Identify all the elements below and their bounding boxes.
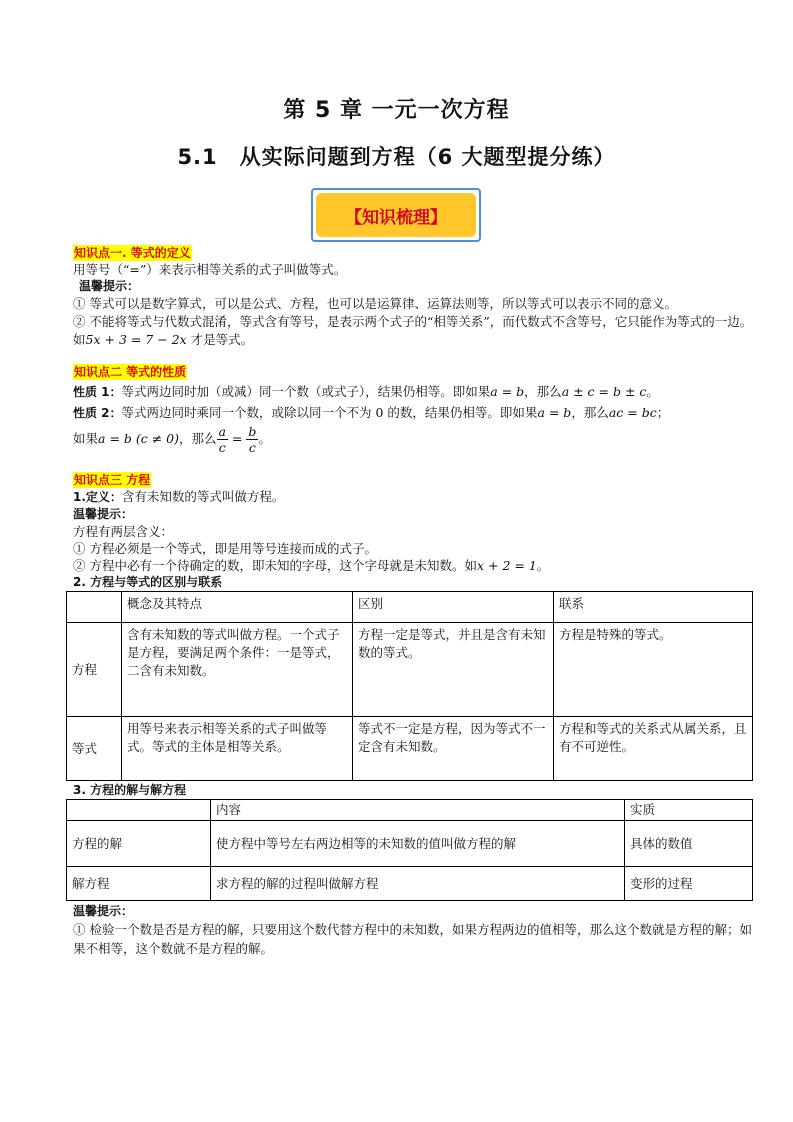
kp2-p3-end: 。 bbox=[258, 431, 271, 446]
table-cell: 用等号来表示相等关系的式子叫做等式。等式的主体是相等关系。 bbox=[122, 717, 353, 781]
kp2-property1 bbox=[73, 383, 753, 401]
kp3-def-text: 含有未知数的等式叫做方程。 bbox=[121, 489, 285, 504]
kp2-property2 bbox=[73, 404, 753, 422]
table-row bbox=[67, 623, 753, 717]
kp2-heading: 知识点二 等式的性质 bbox=[74, 365, 187, 379]
kp2-p1-mid: ，那么 bbox=[524, 384, 562, 399]
table-header-cell: 内容 bbox=[211, 800, 625, 821]
kp2-property2-division bbox=[73, 424, 753, 455]
table-row bbox=[67, 717, 753, 781]
subheading-3: 3. 方程的解与解方程 bbox=[73, 783, 187, 797]
kp2-p1-math1: a = b bbox=[490, 384, 525, 399]
fraction-a-den: c bbox=[218, 440, 226, 455]
kp3-def-label: 1.定义： bbox=[73, 490, 122, 504]
fraction-b-den: c bbox=[248, 440, 256, 455]
table-header-row bbox=[67, 592, 753, 623]
kp2-p2-text: 等式两边同时乘同一个数，或除以同一个不为 0 的数，结果仍相等。即如果 bbox=[121, 405, 538, 420]
kp3-tip2 bbox=[73, 557, 753, 574]
content bbox=[73, 244, 753, 958]
table-cell: 方程一定是等式，并且是含有未知数的等式。 bbox=[353, 623, 554, 717]
table-header-cell: 区别 bbox=[353, 592, 554, 623]
kp3-tip-label: 温馨提示： bbox=[73, 507, 134, 521]
kp2-p2-mid: ，那么 bbox=[571, 405, 609, 420]
knowledge-banner: 【知识梳理】 bbox=[316, 193, 476, 237]
kp1-tip2-end: 才是等式。 bbox=[190, 332, 254, 347]
kp1-tip2-math: 5x + 3 = 7 − 2x bbox=[85, 332, 187, 347]
fraction-b-over-c bbox=[246, 424, 258, 455]
table-cell: 方程的解 bbox=[67, 821, 211, 867]
fraction-b-num: b bbox=[248, 424, 257, 439]
kp2-p2-math1: a = b bbox=[537, 405, 572, 420]
fraction-a-num: a bbox=[218, 424, 226, 439]
table-cell: 解方程 bbox=[67, 867, 211, 901]
kp1-tip2 bbox=[73, 313, 753, 349]
kp1-tip-label: 温馨提示： bbox=[79, 279, 140, 293]
table-cell: 求方程的解的过程叫做解方程 bbox=[211, 867, 625, 901]
kp3-tip2-math: x + 2 = 1 bbox=[476, 558, 537, 573]
table-header-cell: 联系 bbox=[554, 592, 753, 623]
kp2-p2-math2: ac = bc bbox=[608, 405, 657, 420]
table-header-cell bbox=[67, 800, 211, 821]
table-cell: 具体的数值 bbox=[625, 821, 753, 867]
kp3-tip1: ① 方程必须是一个等式，即是用等号连接而成的式子。 bbox=[73, 541, 377, 556]
equation-vs-equality-table bbox=[66, 591, 753, 781]
table-header-cell bbox=[67, 592, 122, 623]
kp2-p2-end: ； bbox=[656, 405, 670, 420]
chapter-title: 第 5 章 一元一次方程 bbox=[283, 98, 510, 123]
kp2-p3-text: 如果 bbox=[73, 431, 99, 446]
table-header-cell: 概念及其特点 bbox=[122, 592, 353, 623]
kp2-p1-text: 等式两边同时加（或减）同一个数（或式子），结果仍相等。即如果 bbox=[121, 384, 491, 399]
table-cell: 变形的过程 bbox=[625, 867, 753, 901]
table-cell: 含有未知数的等式叫做方程。一个式子是方程，要满足两个条件：一是等式，二含有未知数。 bbox=[122, 623, 353, 717]
kp1-section bbox=[73, 244, 753, 349]
kp3-section bbox=[73, 471, 753, 591]
kp1-tip1: ① 等式可以是数字算式，可以是公式、方程，也可以是运算律、运算法则等，所以等式可以表示不同的意义。 bbox=[73, 296, 677, 311]
table-header-row bbox=[67, 800, 753, 821]
kp2-section bbox=[73, 363, 753, 455]
fraction-equals: = bbox=[231, 431, 243, 446]
kp2-p1-end: 。 bbox=[646, 384, 659, 399]
end-tip-text: ① 检验一个数是否是方程的解，只要用这个数代替方程中的未知数，如果方程两边的值相等，那么这个数就是方程的解；如果不相等，这个数就不是方程的解。 bbox=[73, 922, 752, 956]
banner-frame bbox=[311, 188, 481, 242]
kp2-p3-mid: ，那么 bbox=[179, 431, 217, 446]
solution-table bbox=[66, 799, 753, 901]
table-cell: 等式 bbox=[67, 717, 122, 781]
fraction-a-over-c bbox=[217, 424, 228, 455]
table-cell: 方程和等式的关系式从属关系，且有不可逆性。 bbox=[554, 717, 753, 781]
section-title: 5.1 从实际问题到方程（6 大题型提分练） bbox=[177, 145, 616, 169]
kp3-tip-intro: 方程有两层含义： bbox=[73, 524, 174, 539]
end-tip-label: 温馨提示： bbox=[73, 904, 134, 918]
table-cell: 方程是特殊的等式。 bbox=[554, 623, 753, 717]
table-row bbox=[67, 821, 753, 867]
kp3-subheading-2: 2. 方程与等式的区别与联系 bbox=[73, 575, 223, 589]
kp1-definition: 用等号（“=”）来表示相等关系的式子叫做等式。 bbox=[73, 262, 347, 277]
kp2-p1-label: 性质 1： bbox=[73, 385, 122, 399]
kp3-heading: 知识点三 方程 bbox=[74, 473, 151, 487]
table-row bbox=[67, 867, 753, 901]
table-cell: 方程 bbox=[67, 623, 122, 717]
kp3-definition bbox=[73, 488, 753, 506]
kp3-tip2-text: ② 方程中必有一个待确定的数，即未知的字母，这个字母就是未知数。如 bbox=[73, 558, 477, 573]
kp3-tip2-end: 。 bbox=[536, 558, 550, 573]
kp2-p2-label: 性质 2： bbox=[73, 406, 122, 420]
table-header-cell: 实质 bbox=[625, 800, 753, 821]
kp2-p3-math: a = b (c ≠ 0) bbox=[98, 431, 179, 446]
kp1-tip2-text: ② 不能将等式与代数式混淆，等式含有等号，是表示两个式子的“相等关系”，而代数式不含等号，它只能作为等式的一边。如 bbox=[73, 314, 753, 347]
table-cell: 等式不一定是方程，因为等式不一定含有未知数。 bbox=[353, 717, 554, 781]
kp1-heading: 知识点一. 等式的定义 bbox=[74, 246, 191, 260]
kp2-p1-math2: a ± c = b ± c bbox=[561, 384, 647, 399]
table-cell: 使方程中等号左右两边相等的未知数的值叫做方程的解 bbox=[211, 821, 625, 867]
